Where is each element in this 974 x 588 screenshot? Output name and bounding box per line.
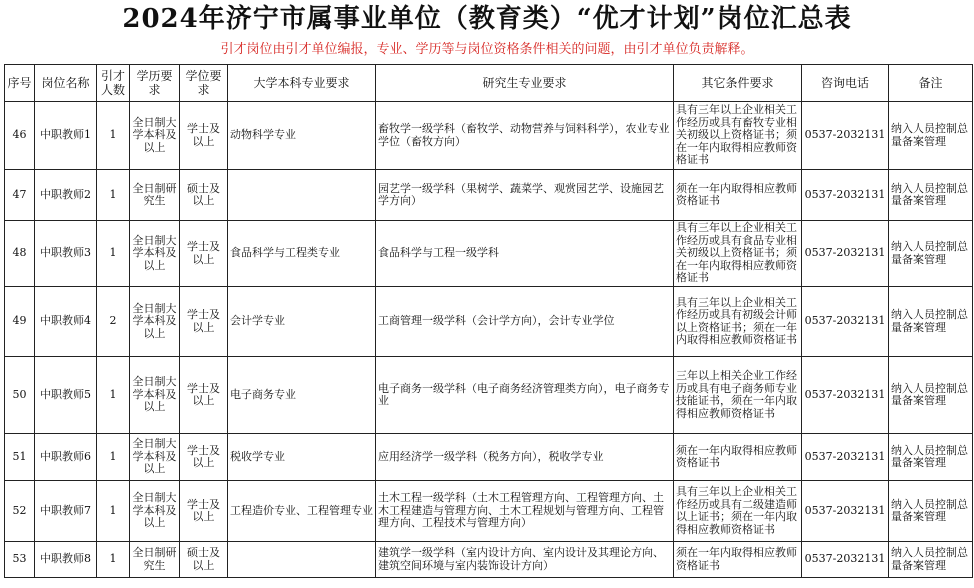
cell-phone: 0537-2032131	[802, 434, 889, 481]
cell-degree: 学士及以上	[180, 102, 228, 170]
cell-count: 1	[97, 102, 130, 170]
cell-count: 1	[97, 542, 130, 578]
cell-post: 中职教师4	[35, 287, 97, 357]
cell-phone: 0537-2032131	[802, 102, 889, 170]
cell-post: 中职教师8	[35, 542, 97, 578]
table-row	[5, 287, 973, 357]
cell-degree: 学士及以上	[180, 221, 228, 287]
cell-count: 1	[97, 481, 130, 542]
cell-other: 须在一年内取得相应教师资格证书	[674, 542, 802, 578]
cell-other: 具有三年以上企业相关工作经历或具有食品专业相关初级以上资格证书；须在一年内取得相应教师资格证书	[674, 221, 802, 287]
cell-note: 纳入人员控制总量备案管理	[889, 102, 973, 170]
table-row	[5, 102, 973, 170]
cell-edu: 全日制大学本科及以上	[130, 481, 180, 542]
cell-count: 1	[97, 170, 130, 221]
cell-edu: 全日制研究生	[130, 542, 180, 578]
cell-no: 49	[5, 287, 35, 357]
cell-no: 48	[5, 221, 35, 287]
header-edu: 学历要求	[130, 65, 180, 102]
cell-grad: 应用经济学一级学科（税务方向），税收学专业	[376, 434, 674, 481]
cell-note: 纳入人员控制总量备案管理	[889, 287, 973, 357]
positions-table	[4, 64, 973, 578]
cell-ug	[228, 542, 376, 578]
table-body	[5, 102, 973, 578]
cell-ug	[228, 170, 376, 221]
table-row	[5, 221, 973, 287]
cell-no: 46	[5, 102, 35, 170]
cell-degree: 学士及以上	[180, 357, 228, 434]
cell-other: 具有三年以上企业相关工作经历或具有初级会计师以上资格证书；须在一年内取得相应教师资格证书	[674, 287, 802, 357]
header-grad: 研究生专业要求	[376, 65, 674, 102]
cell-ug: 会计学专业	[228, 287, 376, 357]
cell-note: 纳入人员控制总量备案管理	[889, 542, 973, 578]
table-header-row	[5, 65, 973, 102]
cell-no: 47	[5, 170, 35, 221]
cell-phone: 0537-2032131	[802, 481, 889, 542]
cell-phone: 0537-2032131	[802, 357, 889, 434]
cell-ug: 电子商务专业	[228, 357, 376, 434]
cell-ug: 工程造价专业、工程管理专业	[228, 481, 376, 542]
cell-grad: 土木工程一级学科（土木工程管理方向、工程管理方向、土木工程建造与管理方向、土木工程规划与管理方向、工程管理方向、工程技术与管理方向）	[376, 481, 674, 542]
page-title: 2024年济宁市属事业单位（教育类）“优才计划”岗位汇总表	[122, 4, 852, 34]
cell-note: 纳入人员控制总量备案管理	[889, 221, 973, 287]
cell-edu: 全日制研究生	[130, 170, 180, 221]
cell-grad: 工商管理一级学科（会计学方向），会计专业学位	[376, 287, 674, 357]
cell-edu: 全日制大学本科及以上	[130, 287, 180, 357]
cell-other: 三年以上相关企业工作经历或具有电子商务师专业技能证书，须在一年内取得相应教师资格证书	[674, 357, 802, 434]
cell-degree: 学士及以上	[180, 287, 228, 357]
cell-edu: 全日制大学本科及以上	[130, 357, 180, 434]
header-ug: 大学本科专业要求	[228, 65, 376, 102]
notice-text: 引才岗位由引才单位编报，专业、学历等与岗位资格条件相关的问题，由引才单位负责解释。	[220, 42, 754, 57]
table-row	[5, 170, 973, 221]
cell-phone: 0537-2032131	[802, 287, 889, 357]
cell-degree: 学士及以上	[180, 434, 228, 481]
cell-count: 1	[97, 357, 130, 434]
cell-edu: 全日制大学本科及以上	[130, 221, 180, 287]
cell-grad: 建筑学一级学科（室内设计方向、室内设计及其理论方向、建筑空间环境与室内装饰设计方向）	[376, 542, 674, 578]
cell-other: 具有三年以上企业相关工作经历或具有畜牧专业相关初级以上资格证书；须在一年内取得相应教师资格证书	[674, 102, 802, 170]
cell-phone: 0537-2032131	[802, 221, 889, 287]
cell-degree: 硕士及以上	[180, 170, 228, 221]
cell-phone: 0537-2032131	[802, 542, 889, 578]
cell-no: 52	[5, 481, 35, 542]
cell-edu: 全日制大学本科及以上	[130, 434, 180, 481]
cell-post: 中职教师3	[35, 221, 97, 287]
cell-ug: 食品科学与工程类专业	[228, 221, 376, 287]
cell-note: 纳入人员控制总量备案管理	[889, 481, 973, 542]
table-row	[5, 434, 973, 481]
cell-other: 具有三年以上企业相关工作经历或具有二级建造师以上证书；须在一年内取得相应教师资格证书	[674, 481, 802, 542]
cell-no: 50	[5, 357, 35, 434]
cell-post: 中职教师5	[35, 357, 97, 434]
cell-note: 纳入人员控制总量备案管理	[889, 357, 973, 434]
cell-count: 2	[97, 287, 130, 357]
table-row	[5, 357, 973, 434]
header-other: 其它条件要求	[674, 65, 802, 102]
cell-other: 须在一年内取得相应教师资格证书	[674, 434, 802, 481]
cell-grad: 畜牧学一级学科（畜牧学、动物营养与饲料科学），农业专业学位（畜牧方向）	[376, 102, 674, 170]
cell-grad: 食品科学与工程一级学科	[376, 221, 674, 287]
header-degree: 学位要求	[180, 65, 228, 102]
header-phone: 咨询电话	[802, 65, 889, 102]
table-row	[5, 481, 973, 542]
cell-no: 51	[5, 434, 35, 481]
cell-note: 纳入人员控制总量备案管理	[889, 434, 973, 481]
cell-post: 中职教师1	[35, 102, 97, 170]
cell-ug: 税收学专业	[228, 434, 376, 481]
cell-no: 53	[5, 542, 35, 578]
cell-degree: 学士及以上	[180, 481, 228, 542]
cell-ug: 动物科学专业	[228, 102, 376, 170]
cell-edu: 全日制大学本科及以上	[130, 102, 180, 170]
cell-other: 须在一年内取得相应教师资格证书	[674, 170, 802, 221]
header-post: 岗位名称	[35, 65, 97, 102]
header-no: 序号	[5, 65, 35, 102]
table-row	[5, 542, 973, 578]
cell-grad: 园艺学一级学科（果树学、蔬菜学、观赏园艺学、设施园艺学方向）	[376, 170, 674, 221]
cell-note: 纳入人员控制总量备案管理	[889, 170, 973, 221]
cell-count: 1	[97, 221, 130, 287]
cell-post: 中职教师7	[35, 481, 97, 542]
cell-count: 1	[97, 434, 130, 481]
cell-degree: 硕士及以上	[180, 542, 228, 578]
cell-post: 中职教师6	[35, 434, 97, 481]
header-count: 引才人数	[97, 65, 130, 102]
cell-grad: 电子商务一级学科（电子商务经济管理类方向），电子商务专业	[376, 357, 674, 434]
cell-post: 中职教师2	[35, 170, 97, 221]
header-note: 备注	[889, 65, 973, 102]
cell-phone: 0537-2032131	[802, 170, 889, 221]
